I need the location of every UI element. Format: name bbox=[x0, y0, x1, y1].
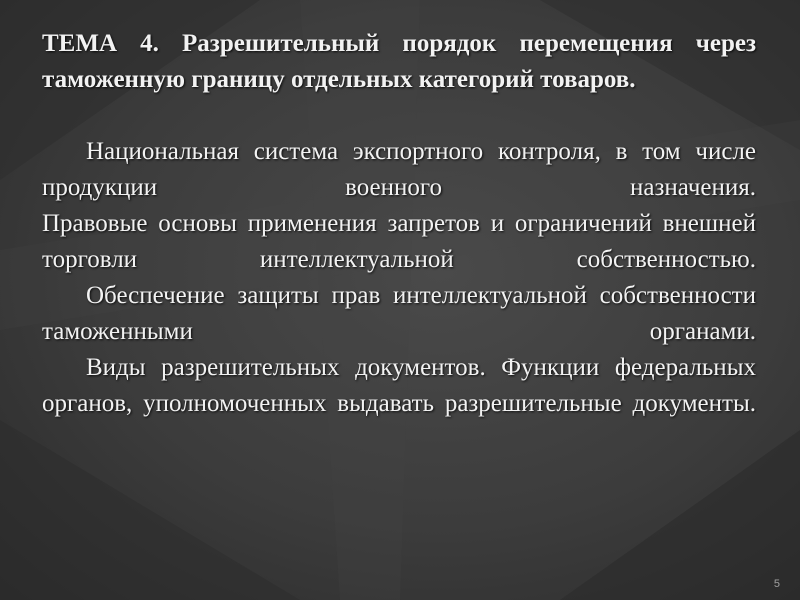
paragraph-permit-documents: Виды разрешительных документов. Функции федеральных органов, уполномоченных выдавать разрешительные документы. bbox=[42, 354, 756, 417]
slide-title: ТЕМА 4. Разрешительный порядок перемещения через таможенную границу отдельных категорий товаров. bbox=[42, 30, 756, 93]
slide-content bbox=[42, 26, 756, 422]
paragraph-ip-protection: Обеспечение защиты прав интеллектуальной собственности таможенными органами. bbox=[42, 282, 756, 345]
paragraph-legal-basis: Правовые основы применения запретов и ограничений внешней торговли интеллектуальной собственностью. bbox=[42, 210, 756, 273]
page-number: 5 bbox=[773, 578, 780, 590]
paragraph-export-control: Национальная система экспортного контроля, в том числе продукции военного назначения. bbox=[42, 138, 756, 201]
